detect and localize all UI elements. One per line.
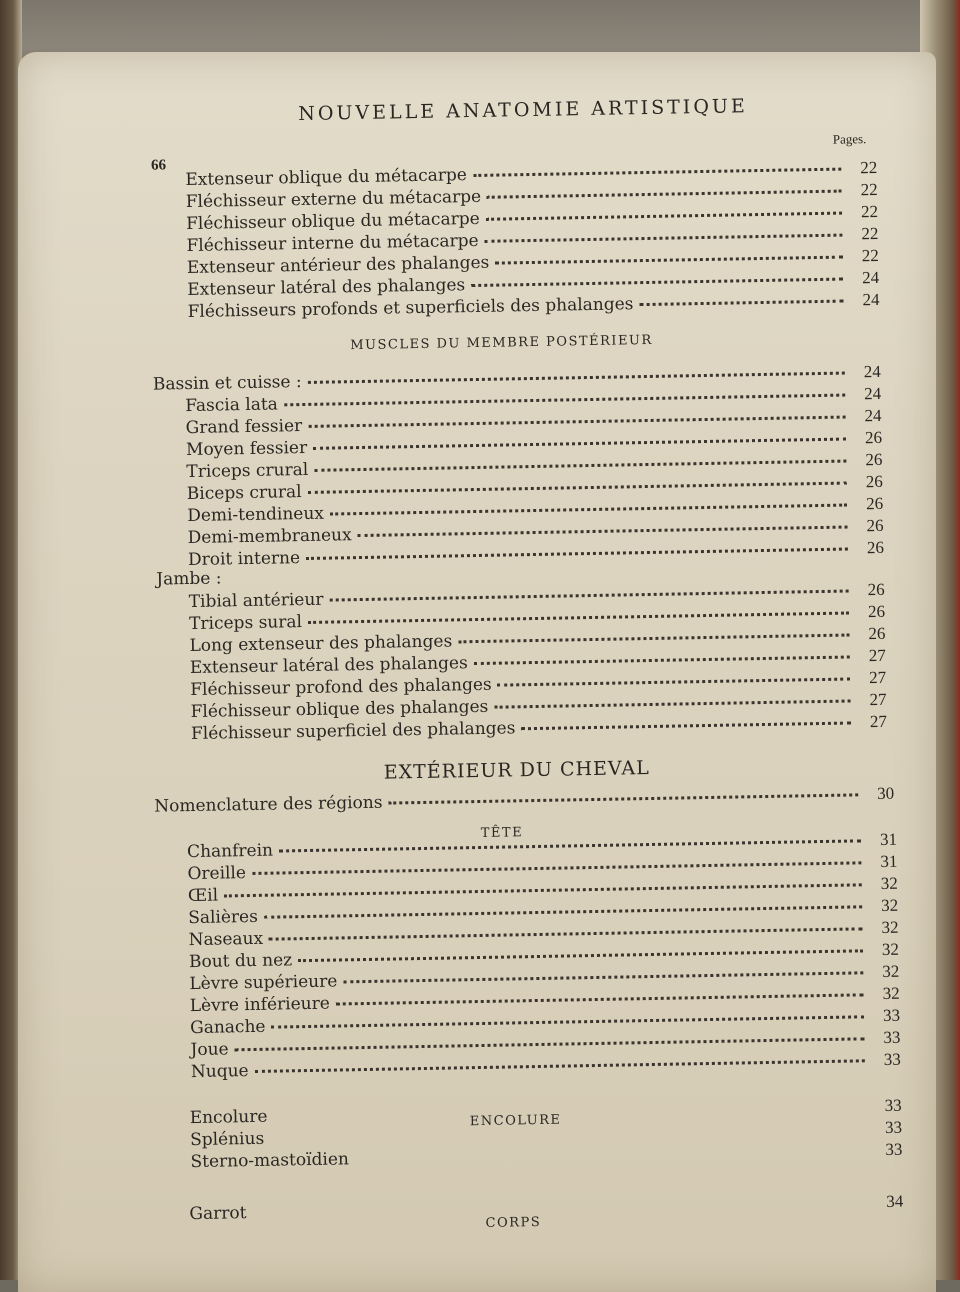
dot-leader (269, 923, 863, 940)
entry-label: Fléchisseur externe du métacarpe (185, 186, 482, 213)
dot-leader (487, 186, 842, 199)
entry-page: 22 (860, 157, 878, 178)
entry-page: 22 (861, 223, 879, 244)
entry-label: Extenseur latéral des phalanges (187, 275, 466, 301)
entry-page: 33 (882, 1005, 901, 1025)
entry-label: Nomenclature des régions (154, 792, 383, 817)
dot-leader (235, 1033, 865, 1051)
entry-label: Biceps crural (186, 482, 302, 505)
entry-page: 33 (883, 1049, 901, 1069)
entry-label: Fléchisseur interne du métacarpe (186, 230, 479, 257)
entry-label: Bout du nez (188, 950, 293, 973)
group-label-jambe: Jambe : (156, 568, 222, 590)
entry-label: Oreille (187, 863, 247, 885)
entry-label: Fléchisseur profond des phalanges (190, 674, 492, 701)
entry-page: 33 (885, 1139, 903, 1159)
entry-label: Joue (190, 1039, 229, 1061)
entry-label: Grand fessier (185, 416, 303, 439)
entry-label: Fléchisseur oblique du métacarpe (185, 208, 480, 235)
entry-page: 22 (860, 179, 878, 200)
entry-page: 26 (866, 515, 884, 536)
entry-page: 24 (864, 405, 882, 426)
entry-page: 32 (881, 939, 900, 959)
entry-label: Tibial antérieur (188, 589, 324, 613)
entry-label: Naseaux (188, 928, 264, 951)
dot-leader (308, 478, 847, 494)
dot-leader (314, 456, 846, 472)
entry-label: Demi-tendineux (187, 503, 325, 527)
entry-page: 26 (868, 623, 886, 644)
entry-label: Extenseur oblique du métacarpe (185, 165, 468, 191)
running-title: NOUVELLE ANATOMIE ARTISTIQUE (298, 95, 748, 126)
dot-leader (639, 296, 843, 307)
section-heading-exterieur: EXTÉRIEUR DU CHEVAL (383, 757, 650, 784)
dot-leader (313, 434, 846, 450)
entry-label: Encolure (189, 1106, 268, 1129)
dot-leader (498, 674, 851, 687)
dot-leader (308, 608, 849, 624)
entry-page: 26 (865, 493, 884, 514)
dot-leader (357, 522, 847, 538)
toc-entry (189, 1191, 903, 1225)
section-heading-posterior: MUSCLES DU MEMBRE POSTÉRIEUR (350, 332, 653, 354)
entry-label: Fléchisseurs profonds et superficiels des phalanges (187, 294, 634, 323)
entry-page: 24 (863, 361, 881, 382)
entry-label: Salières (188, 906, 259, 929)
entry-page: 26 (867, 601, 886, 622)
dot-leader (252, 857, 862, 875)
entry-page: 31 (880, 851, 898, 872)
entry-page: 33 (884, 1117, 903, 1137)
entry-label: Fléchisseur superficiel des phalanges (190, 718, 516, 745)
page-number: 66 (150, 157, 167, 174)
dot-leader (330, 500, 847, 516)
dot-leader (329, 586, 848, 602)
entry-label: Fascia lata (185, 394, 279, 417)
entry-page: 32 (882, 961, 900, 981)
entry-label: Lèvre inférieure (189, 993, 330, 1017)
entry-label: Fléchisseur oblique des phalanges (190, 696, 489, 723)
entry-label: Sterno-mastoïdien (190, 1149, 350, 1173)
toc-entry (154, 783, 894, 818)
dot-leader (306, 544, 848, 560)
dot-leader (485, 230, 843, 243)
entry-page: 22 (860, 201, 879, 222)
entry-label: Triceps sural (188, 612, 303, 635)
page-content (18, 52, 936, 1292)
dot-leader (473, 164, 842, 177)
entry-page: 24 (862, 289, 880, 310)
dot-leader (264, 901, 862, 918)
entry-page: 32 (880, 873, 898, 894)
entry-label: Extenseur latéral des phalanges (189, 653, 468, 679)
pages-column-label: Pages. (832, 131, 867, 147)
entry-label: Bassin et cuisse : (152, 372, 302, 395)
entry-page: 34 (886, 1191, 904, 1211)
entry-page: 31 (879, 829, 898, 850)
entry-label: Long extenseur des phalanges (189, 631, 453, 657)
section-heading-tete: TÊTE (480, 825, 524, 841)
entry-label: Moyen fessier (185, 437, 308, 461)
entry-label: Demi-membraneux (187, 525, 352, 549)
dot-leader (474, 652, 850, 666)
section-heading-corps: CORPS (485, 1214, 542, 1231)
dot-leader (279, 835, 861, 852)
entry-page: 26 (865, 449, 883, 470)
entry-page: 27 (869, 689, 887, 710)
entry-label: Œil (187, 885, 219, 907)
entry-page: 32 (880, 895, 899, 915)
book-page (18, 52, 936, 1292)
dot-leader (224, 879, 862, 897)
entry-page: 30 (877, 783, 895, 804)
entry-label: Nuque (190, 1061, 249, 1083)
dot-leader (336, 989, 864, 1005)
entry-label: Triceps crural (186, 459, 309, 483)
dot-leader (308, 412, 846, 428)
entry-page: 26 (864, 427, 883, 448)
entry-label: Garrot (189, 1203, 247, 1225)
entry-label: Droit interne (187, 548, 301, 571)
entry-label: Ganache (189, 1016, 266, 1039)
entry-page: 33 (884, 1095, 902, 1115)
entry-page: 24 (862, 267, 880, 288)
dot-leader (298, 945, 863, 962)
entry-page: 33 (883, 1027, 901, 1047)
dot-leader (458, 630, 849, 644)
dot-leader (494, 696, 850, 709)
entry-page: 22 (861, 245, 879, 266)
entry-label: Splénius (189, 1128, 265, 1151)
entry-label: Lèvre supérieure (189, 971, 338, 995)
entry-page: 32 (882, 983, 900, 1003)
dot-leader (255, 1055, 865, 1073)
entry-page: 27 (868, 645, 886, 666)
entry-page: 32 (881, 917, 899, 937)
dot-leader (343, 967, 863, 983)
dot-leader (271, 1011, 864, 1028)
entry-label: Extenseur antérieur des phalanges (186, 252, 490, 279)
dot-leader (284, 390, 845, 407)
dot-leader (388, 789, 858, 804)
entry-page: 26 (867, 579, 885, 600)
entry-label: Chanfrein (186, 840, 274, 863)
entry-page: 26 (866, 537, 885, 558)
dot-leader (521, 717, 851, 730)
dot-leader (495, 252, 843, 265)
entry-page: 26 (865, 471, 883, 492)
entry-page: 27 (869, 711, 888, 732)
entry-page: 24 (864, 383, 882, 404)
dot-leader (471, 274, 843, 287)
dot-leader (486, 208, 842, 221)
section-heading-encolure: ENCOLURE (469, 1112, 562, 1130)
entry-page: 27 (868, 667, 887, 688)
dot-leader (308, 368, 845, 384)
